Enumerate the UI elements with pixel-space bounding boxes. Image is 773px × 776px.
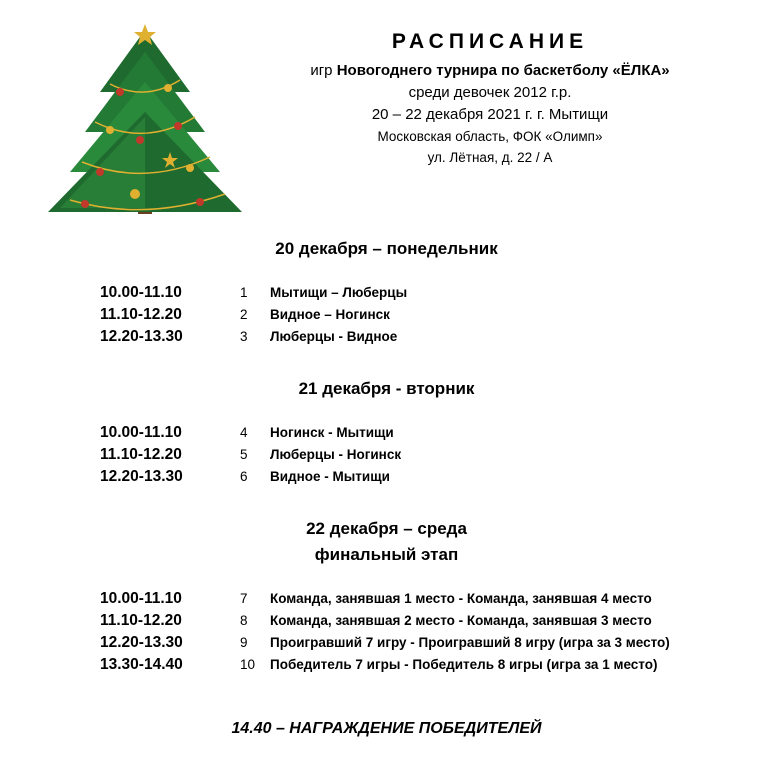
schedule-header	[280, 30, 700, 168]
game-number: 4	[240, 425, 248, 440]
award-ceremony: 14.40 – НАГРАЖДЕНИЕ ПОБЕДИТЕЛЕЙ	[231, 720, 542, 737]
game-match: Проигравший 7 игру - Проигравший 8 игру (игра за 3 место)	[270, 635, 670, 650]
game-number: 7	[240, 591, 248, 606]
game-match: Люберцы - Видное	[270, 329, 398, 344]
game-number: 5	[240, 447, 248, 462]
game-row	[0, 328, 773, 350]
category-line: среди девочек 2012 г.р.	[408, 84, 572, 101]
game-match: Мытищи – Люберцы	[270, 285, 408, 300]
game-match: Видное – Ногинск	[270, 307, 390, 322]
game-row	[0, 612, 773, 634]
christmas-tree-icon	[40, 22, 250, 222]
game-row	[0, 284, 773, 306]
game-number: 10	[240, 657, 256, 672]
day-title: 20 декабря – понедельник	[275, 239, 498, 258]
tournament-name: Новогоднего турнира по баскетболу «ЁЛКА»	[336, 62, 670, 79]
game-match: Видное - Мытищи	[270, 469, 390, 484]
dates-line: 20 – 22 декабря 2021 г. г. Мытищи	[371, 106, 609, 123]
game-number: 9	[240, 635, 248, 650]
day-subtitle: финальный этап	[314, 545, 459, 564]
game-number: 6	[240, 469, 248, 484]
day-title: 21 декабря - вторник	[298, 379, 475, 398]
game-match: Ногинск - Мытищи	[270, 425, 394, 440]
day-title: 22 декабря – среда	[306, 519, 467, 538]
games-list	[0, 424, 773, 490]
game-time: 11.10-12.20	[100, 446, 182, 463]
game-row	[0, 424, 773, 446]
game-time: 11.10-12.20	[100, 612, 182, 629]
game-row	[0, 634, 773, 656]
game-number: 1	[240, 285, 248, 300]
page-title: РАСПИСАНИЕ	[391, 30, 589, 53]
game-time: 13.30-14.40	[100, 656, 183, 673]
game-number: 3	[240, 329, 248, 344]
address-line: ул. Лётная, д. 22 / А	[427, 150, 553, 165]
games-list	[0, 590, 773, 678]
game-time: 12.20-13.30	[100, 634, 183, 651]
game-time: 10.00-11.10	[100, 424, 182, 441]
game-number: 2	[240, 307, 248, 322]
game-row	[0, 590, 773, 612]
game-time: 10.00-11.10	[100, 590, 182, 607]
game-match: Команда, занявшая 1 место - Команда, занявшая 4 место	[270, 591, 652, 606]
game-time: 11.10-12.20	[100, 306, 182, 323]
game-number: 8	[240, 613, 248, 628]
game-time: 12.20-13.30	[100, 468, 183, 485]
game-row	[0, 468, 773, 490]
game-row	[0, 656, 773, 678]
venue-line: Московская область, ФОК «Олимп»	[377, 129, 603, 144]
games-list	[0, 284, 773, 350]
tournament-line	[280, 60, 700, 82]
game-time: 10.00-11.10	[100, 284, 182, 301]
game-time: 12.20-13.30	[100, 328, 183, 345]
tournament-prefix: игр	[310, 62, 333, 79]
game-match: Победитель 7 игры - Победитель 8 игры (игра за 1 место)	[270, 657, 658, 672]
game-row	[0, 306, 773, 328]
game-match: Люберцы - Ногинск	[270, 447, 402, 462]
game-row	[0, 446, 773, 468]
game-match: Команда, занявшая 2 место - Команда, занявшая 3 место	[270, 613, 652, 628]
